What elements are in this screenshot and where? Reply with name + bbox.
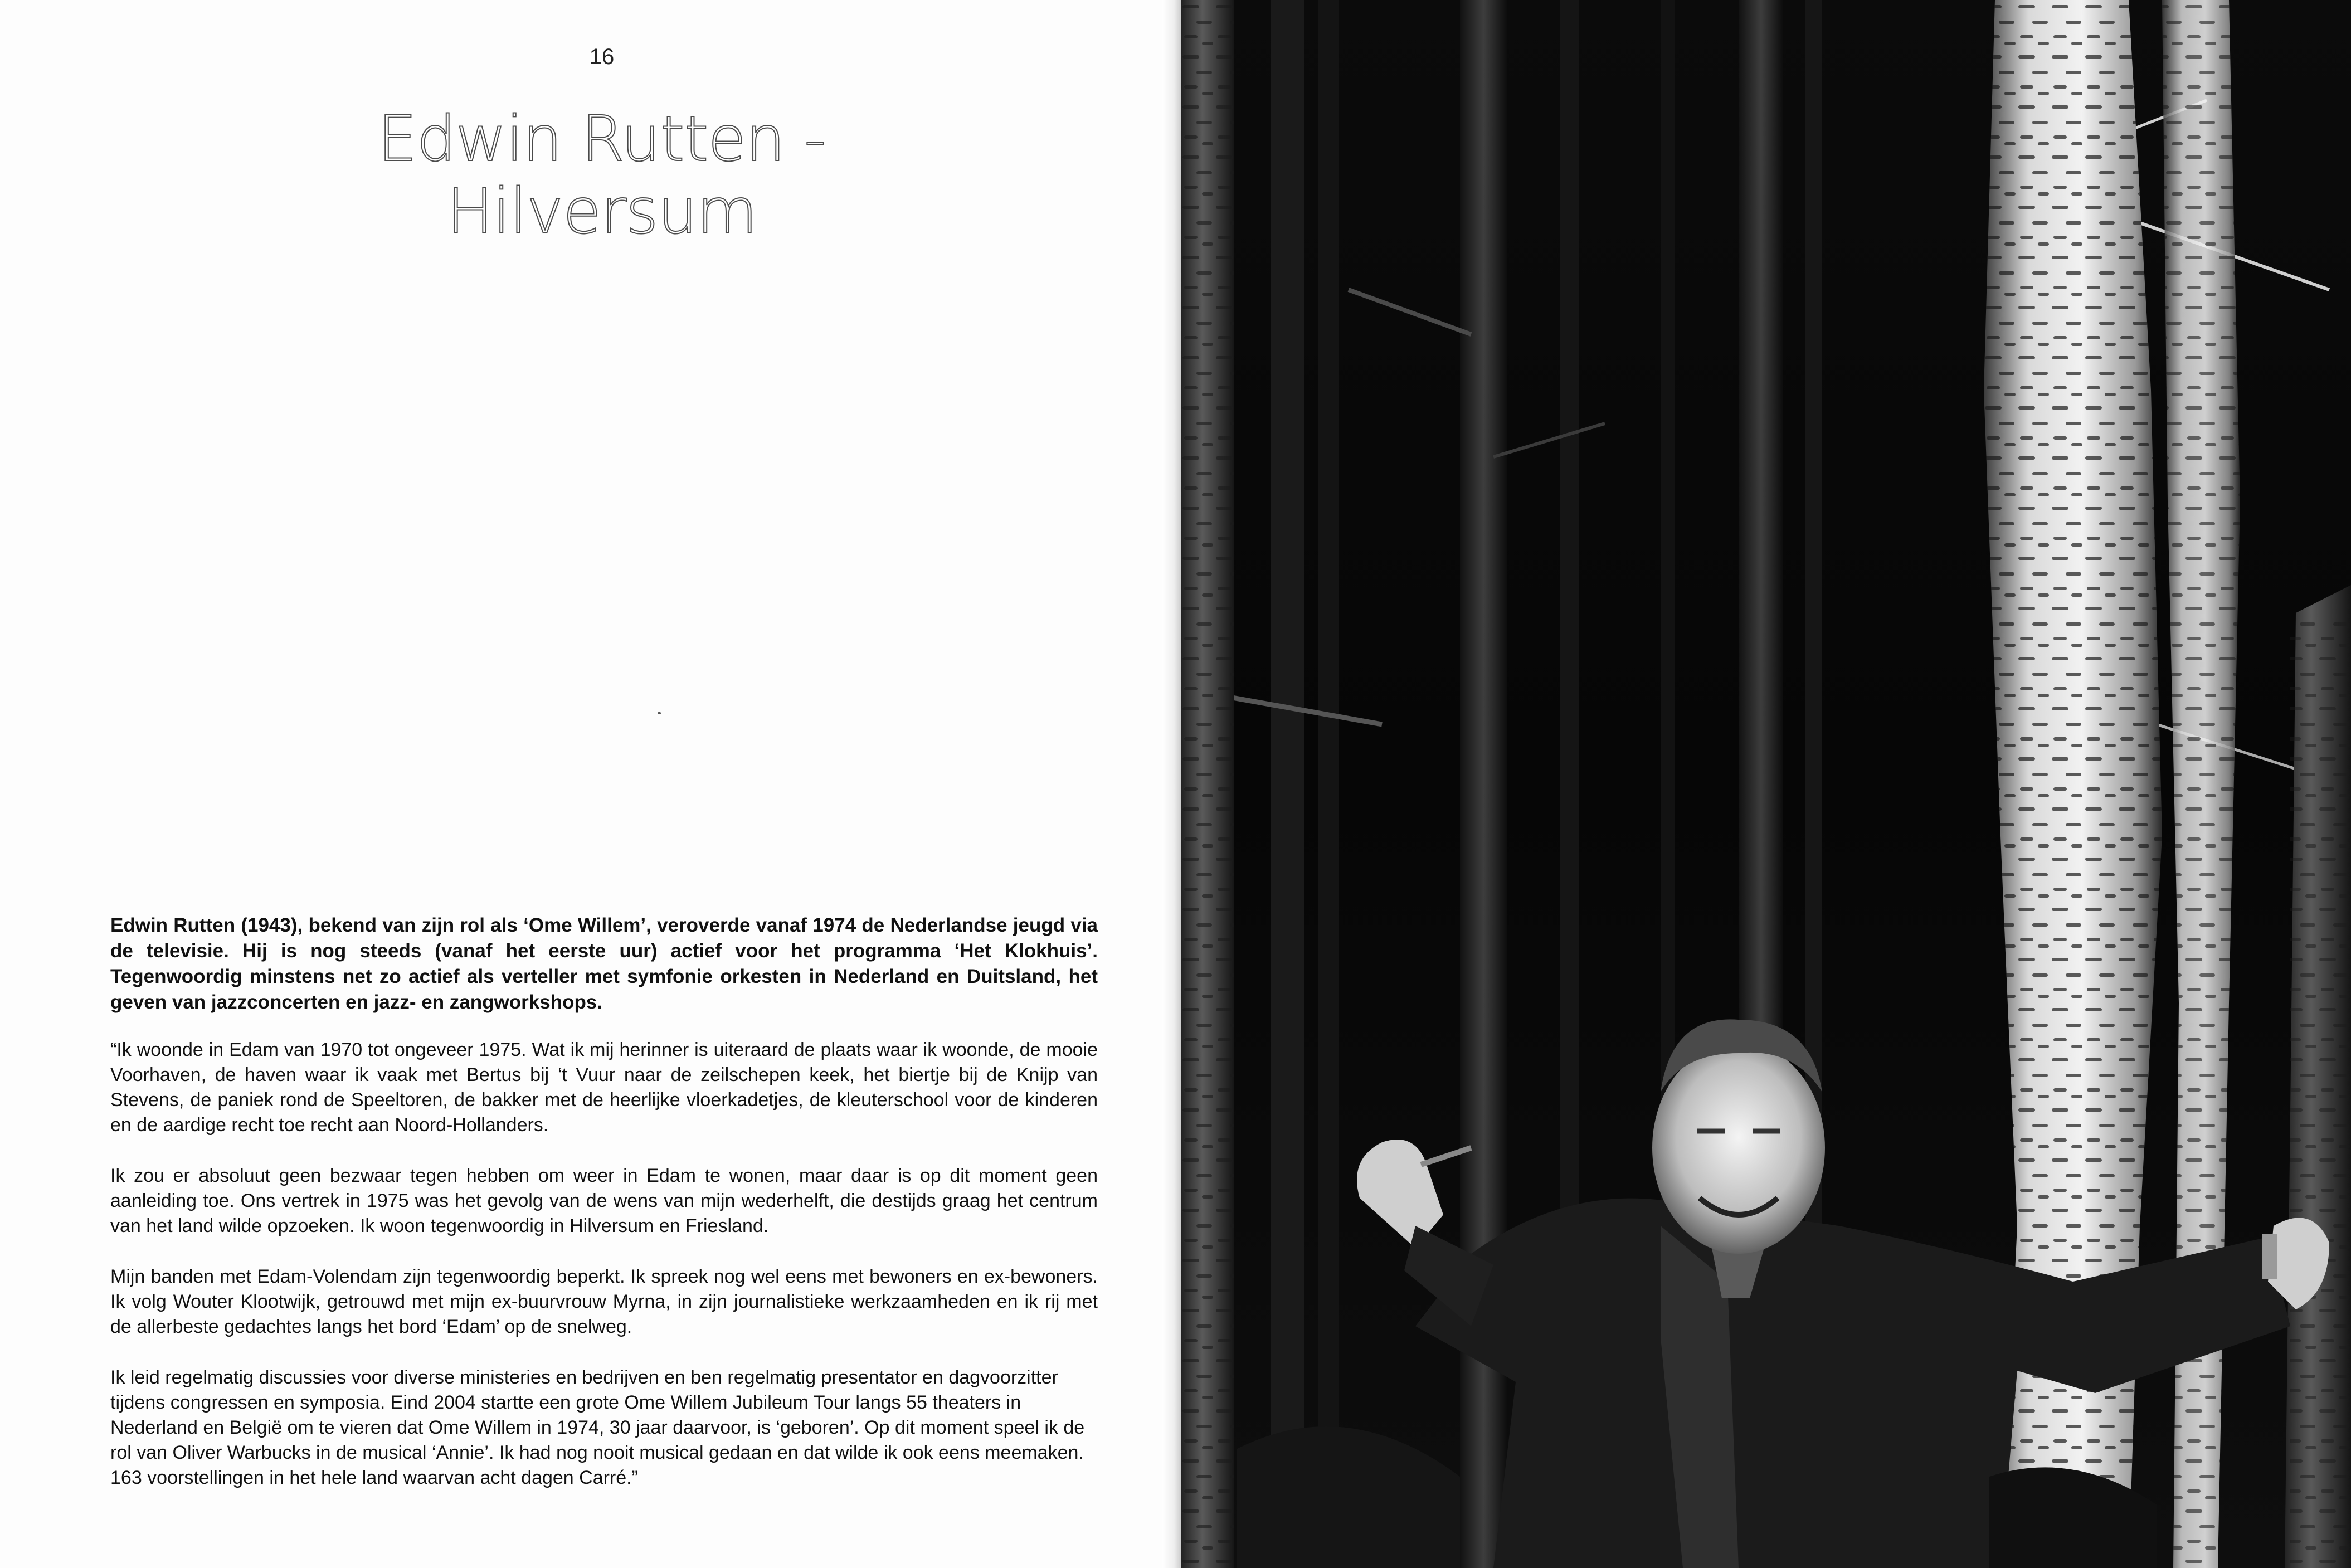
article-paragraph: “Ik woonde in Edam van 1970 tot ongeveer 1975. Wat ik mij herinner is uiteraard de plaats waar ik woonde, de mooie Voorhaven, de haven waar ik vaak met Bertus bij ‘t Vuur naar de zeilschepen keek, het biertje bij de Knijp van Stevens, de paniek rond de Speeltoren, de bakker met de heerlijke vloerkadetjes, de kleuterschool voor de kinderen en de aardige recht toe recht aan Noord-Hollanders. — [110, 1039, 1098, 1136]
forest-portrait-photo — [1181, 0, 2351, 1568]
background-trunk — [1318, 0, 1339, 1568]
wristwatch — [2262, 1234, 2277, 1279]
article-paragraph: Ik zou er absoluut geen bezwaar tegen hebben om weer in Edam te wonen, maar daar is op dit moment geen aanleiding toe. Ons vertrek in 1975 was het gevolg van de wens van mijn wederhelft, die destijds graag het centrum van het land wilde opzoeken. Ik woon tegenwoordig in Hilversum en Friesland. — [110, 1165, 1098, 1236]
article-intro: Edwin Rutten (1943), bekend van zijn rol als ‘Ome Willem’, veroverde vanaf 1974 de Nederlandse jeugd via de televisie. Hij is nog steeds (vanaf het eerste uur) actief voor het programma ‘Het Klokhuis’. Tegenwoordig minstens net zo actief als verteller met symfonie orkesten in Nederland en Duitsland, het geven van jazzconcerten en jazz- en zangworkshops. — [110, 914, 1098, 1013]
page-title: Edwin Rutten - Hilversum — [377, 103, 826, 248]
face — [1652, 1042, 1825, 1254]
right-page-photo — [1181, 0, 2351, 1568]
print-speck — [658, 712, 661, 714]
article-body — [110, 913, 1098, 1491]
page-number: 16 — [589, 45, 615, 69]
book-gutter — [1162, 0, 1184, 1568]
article-paragraph: Ik leid regelmatig discussies voor diverse ministeries en bedrijven en ben regelmatig presentator en dagvoorzitter tijdens congressen en symposia. Eind 2004 startte een grote Ome Willem Jubileum Tour langs 55 theaters in Nederland en België om te vieren dat Ome Willem in 1974, 30 jaar daarvoor, is ‘geboren’. Op dit moment speel ik de rol van Oliver Warbucks in de musical ‘Annie’. Ik had nog nooit musical gedaan en dat wilde ik ook eens meemaken. 163 voorstellingen in het hele land waarvan acht dagen Carré.” — [110, 1367, 1085, 1488]
article-paragraph: Mijn banden met Edam-Volendam zijn tegenwoordig beperkt. Ik spreek nog wel eens met bewoners en ex-bewoners. Ik volg Wouter Klootwijk, getrouwd met mijn ex-buurvrouw Myrna, in zijn journalistieke werkzaamheden en ik rij met de allerbeste gedachtes langs het bord ‘Edam’ op de snelweg. — [110, 1266, 1098, 1337]
background-trunk — [1271, 0, 1304, 1568]
